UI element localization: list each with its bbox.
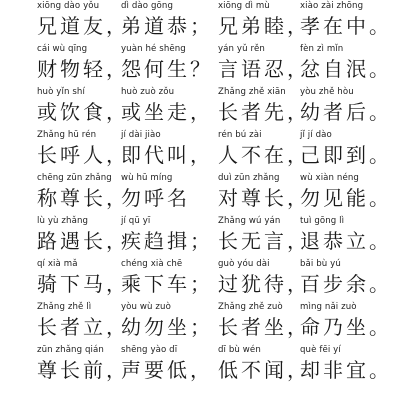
verse-2-3: 言语忍， xyxy=(218,57,310,81)
pinyin-7-3: guò yóu dài xyxy=(218,259,270,269)
pinyin-2-3: yán yǔ rěn xyxy=(218,44,265,54)
verse-9-1: 尊长前， xyxy=(37,358,129,382)
pinyin-4-2: jí dài jiào xyxy=(121,130,161,140)
verse-8-3: 长者坐， xyxy=(218,315,310,339)
stanza-4 xyxy=(35,129,392,177)
verse-8-2: 幼勿坐； xyxy=(121,315,213,339)
pinyin-9-3: dī bù wén xyxy=(218,345,261,355)
pinyin-6-3: Zhǎng wú yán xyxy=(218,216,281,226)
verse-3-3: 长者先， xyxy=(218,100,310,124)
verse-6-3: 长无言， xyxy=(218,229,310,253)
verse-1-2: 弟道恭； xyxy=(121,14,213,38)
verse-7-1: 骑下马， xyxy=(37,272,129,296)
verse-2-4: 忿自泯。 xyxy=(300,57,392,81)
stanza-3 xyxy=(35,86,392,134)
pinyin-8-2: yòu wù zuò xyxy=(121,302,171,312)
pinyin-7-2: chéng xià chē xyxy=(121,259,183,269)
pinyin-9-2: shēng yào dī xyxy=(121,345,178,355)
verse-9-3: 低不闻， xyxy=(218,358,310,382)
pinyin-7-1: qí xià mǎ xyxy=(37,259,78,269)
pinyin-4-1: Zhǎng hū rén xyxy=(37,130,97,140)
verse-4-2: 即代叫， xyxy=(121,143,213,167)
stanza-6 xyxy=(35,215,392,263)
pinyin-9-1: zūn zhǎng qián xyxy=(37,345,104,355)
pinyin-7-4: bǎi bù yú xyxy=(300,259,341,269)
stanza-8 xyxy=(35,301,392,349)
verse-2-2: 怨何生？ xyxy=(121,57,213,81)
verse-3-4: 幼者后。 xyxy=(300,100,392,124)
pinyin-6-1: lù yù zhǎng xyxy=(37,216,89,226)
stanza-2 xyxy=(35,43,392,91)
pinyin-2-1: cái wù qīng xyxy=(37,44,88,54)
pinyin-6-4: tuì gōng lì xyxy=(300,216,345,226)
pinyin-8-3: Zhǎng zhě zuò xyxy=(218,302,283,312)
pinyin-9-4: què fēi yí xyxy=(300,345,341,355)
verse-4-3: 人不在， xyxy=(218,143,310,167)
verse-2-1: 财物轻， xyxy=(37,57,129,81)
pinyin-1-1: xiōng dào yǒu xyxy=(37,1,100,11)
verse-7-3: 过犹待， xyxy=(218,272,310,296)
pinyin-5-2: wù hū míng xyxy=(121,173,173,183)
pinyin-3-2: huò zuò zǒu xyxy=(121,87,175,97)
pinyin-4-3: rén bú zài xyxy=(218,130,262,140)
verse-7-2: 乘下车； xyxy=(121,272,213,296)
pinyin-4-4: jǐ jí dào xyxy=(300,130,332,140)
stanza-1 xyxy=(35,0,392,48)
verse-9-4: 却非宜。 xyxy=(300,358,392,382)
pinyin-1-2: dì dào gōng xyxy=(121,1,173,11)
stanza-5 xyxy=(35,172,392,220)
verse-7-4: 百步余。 xyxy=(300,272,392,296)
pinyin-3-4: yòu zhě hòu xyxy=(300,87,354,97)
verse-5-2: 勿呼名 xyxy=(121,186,190,210)
pinyin-3-3: Zhǎng zhě xiān xyxy=(218,87,286,97)
verse-8-1: 长者立， xyxy=(37,315,129,339)
text-page xyxy=(35,0,392,400)
pinyin-1-4: xiào zài zhōng xyxy=(300,1,364,11)
verse-6-4: 退恭立。 xyxy=(300,229,392,253)
pinyin-8-4: mìng nǎi zuò xyxy=(300,302,357,312)
verse-5-3: 对尊长， xyxy=(218,186,310,210)
verse-5-1: 称尊长， xyxy=(37,186,129,210)
pinyin-5-4: wù xiàn néng xyxy=(300,173,359,183)
pinyin-5-3: duì zūn zhǎng xyxy=(218,173,280,183)
verse-6-2: 疾趋揖； xyxy=(121,229,213,253)
pinyin-8-1: Zhǎng zhě lì xyxy=(37,302,92,312)
stanza-9 xyxy=(35,344,392,392)
pinyin-2-4: fèn zì mǐn xyxy=(300,44,344,54)
verse-1-3: 兄弟睦， xyxy=(218,14,310,38)
verse-1-1: 兄道友， xyxy=(37,14,129,38)
pinyin-6-2: jí qū yī xyxy=(121,216,151,226)
stanza-7 xyxy=(35,258,392,306)
pinyin-2-2: yuàn hé shēng xyxy=(121,44,186,54)
pinyin-3-1: huò yǐn shí xyxy=(37,87,85,97)
verse-8-4: 命乃坐。 xyxy=(300,315,392,339)
verse-9-2: 声要低， xyxy=(121,358,213,382)
pinyin-1-3: xiōng dì mù xyxy=(218,1,270,11)
verse-1-4: 孝在中。 xyxy=(300,14,392,38)
verse-3-2: 或坐走， xyxy=(121,100,213,124)
verse-6-1: 路遇长， xyxy=(37,229,129,253)
verse-4-1: 长呼人， xyxy=(37,143,129,167)
verse-4-4: 己即到。 xyxy=(300,143,392,167)
pinyin-5-1: chēng zūn zhǎng xyxy=(37,173,112,183)
verse-5-4: 勿见能。 xyxy=(300,186,392,210)
verse-3-1: 或饮食， xyxy=(37,100,129,124)
